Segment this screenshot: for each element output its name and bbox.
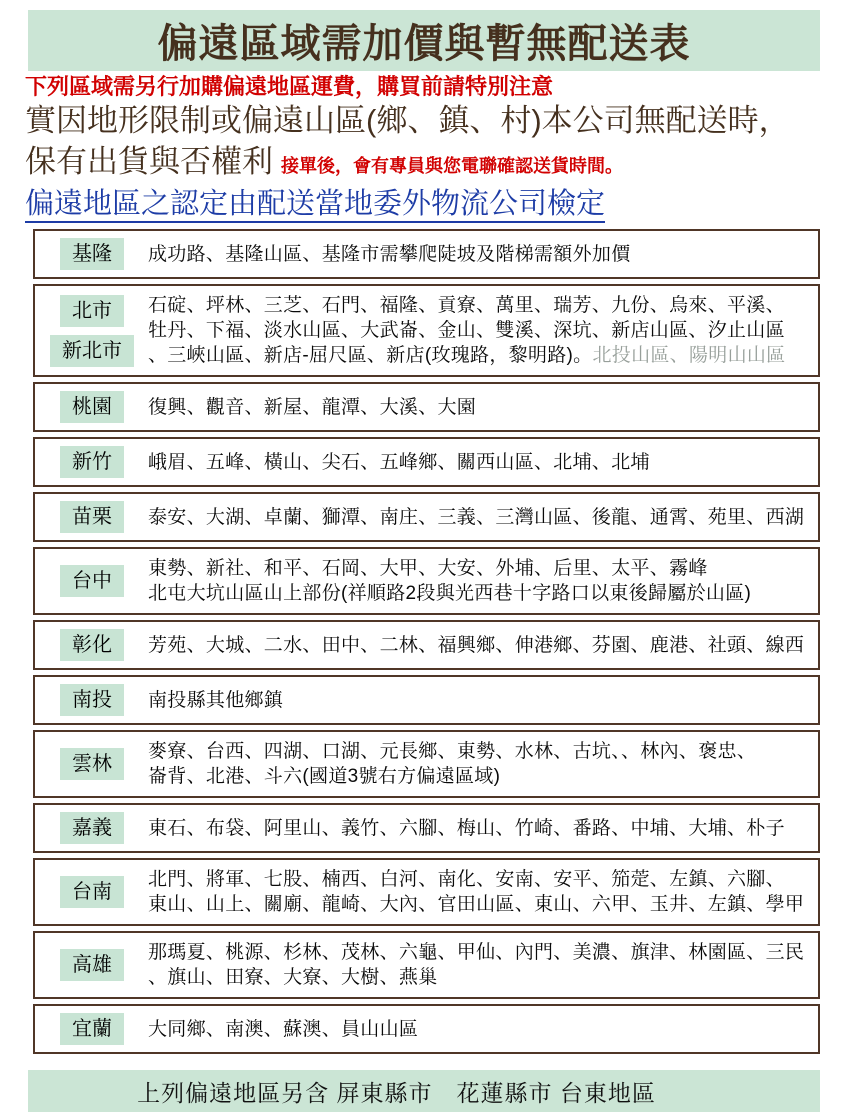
region-badge-nantou: 南投: [60, 684, 124, 716]
content-line: 大同鄉、南澳、蘇澳、員山山區: [148, 1018, 419, 1040]
content-line: 麥寮、台西、四湖、口湖、元長鄉、東勢、水林、古坑、、林內、褒忠、: [148, 741, 757, 762]
region-content-keelung: [148, 242, 631, 267]
content-line: 東山、山上、關廟、龍崎、大內、官田山區、東山、六甲、玉井、左鎮、學甲: [148, 894, 805, 915]
region-badge-tainan: 台南: [60, 876, 124, 908]
region-content-taichung: [148, 556, 751, 606]
region-content-yilan: [148, 1017, 418, 1042]
region-row-yilan: [33, 1004, 820, 1054]
region-badge-miaoli: 苗栗: [60, 501, 124, 533]
region-content-tainan: [148, 867, 804, 917]
content-line: 芳苑、大城、二水、田中、二林、福興鄉、伸港鄉、芬園、鹿港、社頭、線西: [148, 634, 805, 656]
region-badge-taipei: 北市: [60, 295, 124, 327]
content-line: 、三峽山區、新店-屈尺區、新店(玫瑰路，黎明路)。北投山區、陽明山山區: [148, 345, 786, 366]
content-line: 峨眉、五峰、橫山、尖石、五峰鄉、關西山區、北埔、北埔: [148, 451, 650, 473]
region-row-yunlin: [33, 730, 820, 798]
content-line: 成功路、基隆山區、基隆市需攀爬陡坡及階梯需額外加價: [148, 243, 631, 265]
content-line: 那瑪夏、桃源、杉林、茂林、六龜、甲仙、內門、美濃、旗津、林園區、三民: [148, 942, 805, 963]
region-badge-hsinchu: 新竹: [60, 446, 124, 478]
notice-line-2-main: 保有出貨與否權利: [25, 144, 273, 179]
region-content-nantou: [148, 688, 283, 713]
header-band: [28, 10, 820, 71]
region-content-taoyuan: [148, 395, 476, 420]
footer-text: 上列偏遠地區另含 屏東縣市 花蓮縣市 台東地區: [137, 1079, 656, 1106]
region-badge-taoyuan: 桃園: [60, 391, 124, 423]
region-table: [33, 229, 820, 1054]
gray-note: 北投山區、陽明山山區: [592, 345, 786, 366]
content-line: 東石、布袋、阿里山、義竹、六腳、梅山、竹崎、番路、中埔、大埔、朴子: [148, 817, 785, 839]
notice-line-1: 實因地形限制或偏遠山區(鄉、鎮、村)本公司無配送時，: [25, 103, 790, 138]
content-line: 泰安、大湖、卓蘭、獅潭、南庄、三義、三灣山區、後龍、通霄、苑里、西湖: [148, 506, 805, 528]
region-content-changhua: [148, 633, 804, 658]
region-content-chiayi: [148, 816, 785, 841]
notice-red-text: 接單後，會有專員與您電聯確認送貨時間。: [281, 156, 623, 176]
region-row-hsinchu: [33, 437, 820, 487]
region-row-nantou: [33, 675, 820, 725]
region-badge-yunlin: 雲林: [60, 748, 124, 780]
region-row-taipei: [33, 284, 820, 377]
content-line: 北屯大坑山區山上部份(祥順路2段與光西巷十字路口以東後歸屬於山區): [148, 583, 752, 604]
region-content-hsinchu: [148, 450, 650, 475]
page-title: 偏遠區域需加價與暫無配送表: [157, 22, 691, 66]
region-row-taoyuan: [33, 382, 820, 432]
content-line: 石碇、坪林、三芝、石門、福隆、貢寮、萬里、瑞芳、九份、烏來、平溪、: [148, 295, 785, 316]
region-content-kaohsiung: [148, 940, 804, 990]
region-content-taipei: [148, 293, 786, 368]
blue-subtitle: 偏遠地區之認定由配送當地委外物流公司檢定: [25, 189, 605, 223]
region-row-changhua: [33, 620, 820, 670]
content-line: 牡丹、下福、淡水山區、大武崙、金山、雙溪、深坑、新店山區、汐止山區: [148, 320, 785, 341]
content-line: 崙背、北港、斗六(國道3號右方偏遠區域): [148, 766, 501, 787]
region-row-tainan: [33, 858, 820, 926]
region-badge-chiayi: 嘉義: [60, 812, 124, 844]
region-badge-keelung: 基隆: [60, 238, 124, 270]
region-badge-new-taipei: 新北市: [50, 335, 134, 367]
content-line: 東勢、新社、和平、石岡、大甲、大安、外埔、后里、太平、霧峰: [148, 558, 708, 579]
content-line: 、旗山、田寮、大寮、大樹、燕巢: [148, 967, 438, 988]
content-line: 北門、將軍、七股、楠西、白河、南化、安南、安平、笳萣、左鎮、六腳、: [148, 869, 785, 890]
content-line: 南投縣其他鄉鎮: [148, 689, 284, 711]
region-badge-taichung: 台中: [60, 565, 124, 597]
region-row-taichung: [33, 547, 820, 615]
region-row-keelung: [33, 229, 820, 279]
region-badge-yilan: 宜蘭: [60, 1013, 124, 1045]
region-row-chiayi: [33, 803, 820, 853]
notice-line-2: [25, 141, 850, 187]
region-badge-kaohsiung: 高雄: [60, 949, 124, 981]
warning-text: 下列區域需另行加購偏遠地區運費，購買前請特別注意: [25, 74, 554, 99]
region-row-miaoli: [33, 492, 820, 542]
content-line: 復興、觀音、新屋、龍潭、大溪、大園: [148, 396, 477, 418]
footer-band: [28, 1070, 820, 1112]
region-content-yunlin: [148, 739, 756, 789]
region-content-miaoli: [148, 505, 804, 530]
region-row-kaohsiung: [33, 931, 820, 999]
region-badge-changhua: 彰化: [60, 629, 124, 661]
